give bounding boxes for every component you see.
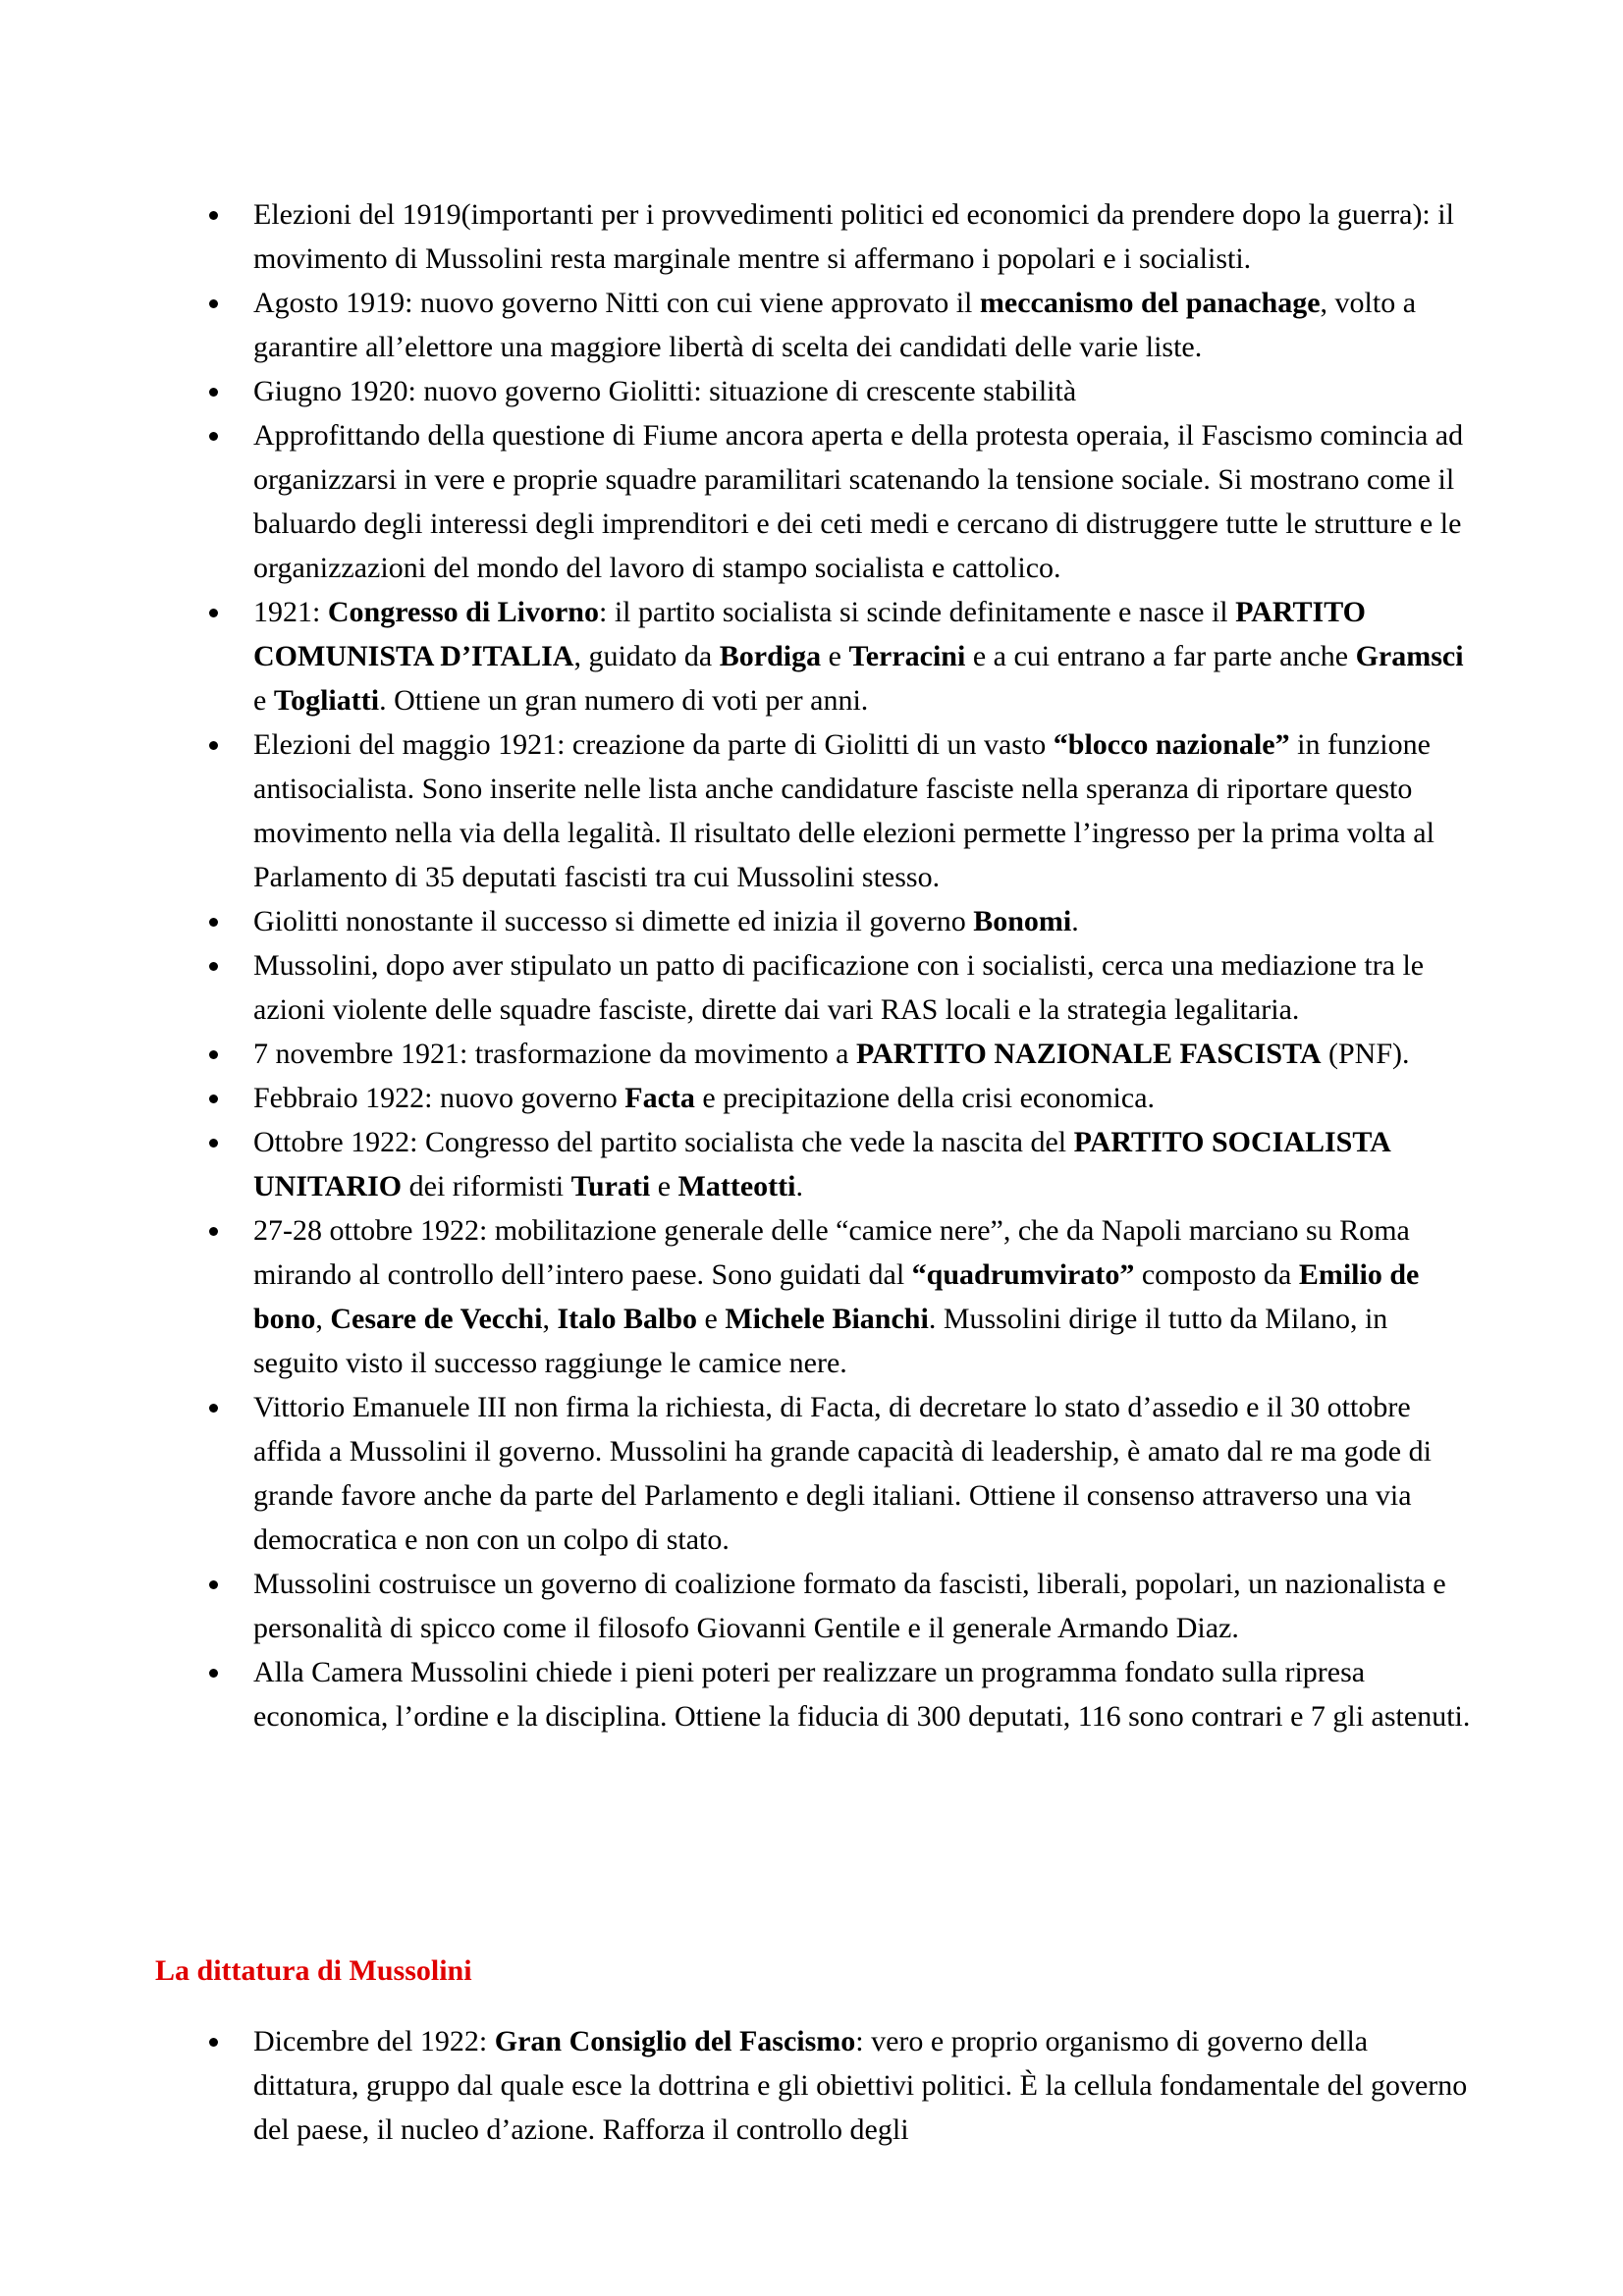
bold-term: Cesare de Vecchi	[330, 1303, 543, 1335]
text-run: Giolitti nonostante il successo si dimette ed inizia il governo	[253, 905, 974, 937]
list-item-text	[253, 1120, 1471, 1208]
list-item	[253, 899, 1471, 943]
bullet-icon	[209, 299, 218, 308]
text-run: Agosto 1919: nuovo governo Nitti con cui viene approvato il	[253, 287, 980, 319]
text-run: e	[821, 640, 849, 672]
text-run: e precipitazione della crisi economica.	[694, 1082, 1156, 1114]
list-item-text	[253, 899, 1471, 943]
list-item-text	[253, 943, 1471, 1032]
text-run: Febbraio 1922: nuovo governo	[253, 1082, 625, 1114]
text-run: e a cui entrano a far parte anche	[965, 640, 1356, 672]
text-run: Dicembre del 1922:	[253, 2025, 495, 2057]
bullet-icon	[209, 1404, 218, 1413]
bullet-icon	[209, 1095, 218, 1103]
text-run: : vero e proprio organismo di governo della dittatura, gruppo dal quale esce la dottrina e gli obiettivi politici. È la cellula fondamentale del governo del paese, il nucleo d’azione. Rafforza il controllo degli	[253, 2025, 1468, 2146]
text-run: Elezioni del maggio 1921: creazione da parte di Giolitti di un vasto	[253, 728, 1054, 761]
text-run: 1921:	[253, 596, 328, 628]
bullet-list-dictatorship	[253, 2019, 1471, 2152]
text-run: Vittorio Emanuele III non firma la richiesta, di Facta, di decretare lo stato d’assedio e il 30 ottobre affida a Mussolini il governo. Mussolini ha grande capacità di leadership, è amato dal re ma gode di grande favore anche da parte del Parlamento e degli italiani. Ottiene il consenso attraverso una via democratica e non con un colpo di stato.	[253, 1391, 1432, 1556]
list-item-text	[253, 192, 1471, 281]
bullet-icon	[209, 1139, 218, 1148]
list-item-text	[253, 369, 1471, 413]
list-item	[253, 1650, 1471, 1738]
text-run: . Ottiene un gran numero di voti per anni.	[379, 684, 869, 717]
list-item-text	[253, 1562, 1471, 1650]
bold-term: “quadrumvirato”	[911, 1258, 1135, 1291]
text-run: ,	[542, 1303, 558, 1335]
bold-term: Facta	[624, 1082, 695, 1114]
bold-term: Congresso di Livorno	[327, 596, 599, 628]
text-run: Approfittando della questione di Fiume ancora aperta e della protesta operaia, il Fascismo comincia ad organizzarsi in vere e proprie squadre paramilitari scatenando la tensione sociale. Si mostrano come il baluardo degli interessi degli imprenditori e dei ceti medi e cercano di distruggere tutte le strutture e le organizzazioni del mondo del lavoro di stampo socialista e cattolico.	[253, 419, 1464, 584]
bullet-icon	[209, 609, 218, 617]
bullet-icon	[209, 211, 218, 220]
bold-term: “blocco nazionale”	[1053, 728, 1290, 761]
list-item-text	[253, 1385, 1471, 1562]
bullet-icon	[209, 388, 218, 397]
bold-term: Michele Bianchi	[725, 1303, 929, 1335]
text-run: .	[795, 1170, 803, 1202]
bold-term: Emilio de bono	[253, 1258, 1420, 1335]
bullet-icon	[209, 962, 218, 971]
list-item-text	[253, 1208, 1471, 1385]
list-item-text	[253, 413, 1471, 590]
list-item	[253, 281, 1471, 369]
list-item	[253, 413, 1471, 590]
text-run: (PNF).	[1321, 1038, 1410, 1070]
list-item	[253, 2019, 1471, 2152]
bold-term: Terracini	[848, 640, 966, 672]
list-item	[253, 192, 1471, 281]
text-run: in funzione antisocialista. Sono inserite nelle lista anche candidature fasciste nella speranza di riportare questo movimento nella via della legalità. Il risultato delle elezioni permette l’ingresso per la prima volta al Parlamento di 35 deputati fascisti tra cui Mussolini stesso.	[253, 728, 1434, 893]
list-item	[253, 1208, 1471, 1385]
bold-term: Bordiga	[719, 640, 822, 672]
text-run: Alla Camera Mussolini chiede i pieni poteri per realizzare un programma fondato sulla ripresa economica, l’ordine e la disciplina. Ottiene la fiducia di 300 deputati, 116 sono contrari e 7 gli astenuti.	[253, 1656, 1471, 1733]
list-item	[253, 590, 1471, 722]
list-item-text	[253, 1650, 1471, 1738]
bold-term: Gramsci	[1355, 640, 1464, 672]
bullet-icon	[209, 1580, 218, 1589]
list-item	[253, 1076, 1471, 1120]
text-run: Giugno 1920: nuovo governo Giolitti: situazione di crescente stabilità	[253, 375, 1077, 407]
bullet-list-fascism-rise	[253, 192, 1471, 1738]
bullet-icon	[209, 1050, 218, 1059]
text-run: 27-28 ottobre 1922: mobilitazione generale delle “camice nere”, che da Napoli marciano su Roma mirando al controllo dell’intero paese. Sono guidati dal	[253, 1214, 1410, 1291]
bold-term: PARTITO COMUNISTA D’ITALIA	[253, 596, 1367, 672]
bullet-icon	[209, 741, 218, 750]
text-run: 7 novembre 1921: trasformazione da movimento a	[253, 1038, 856, 1070]
text-run: . Mussolini dirige il tutto da Milano, in seguito visto il successo raggiunge le camice nere.	[253, 1303, 1388, 1379]
bold-term: Togliatti	[273, 684, 380, 717]
list-item	[253, 1385, 1471, 1562]
bold-term: Matteotti	[677, 1170, 796, 1202]
list-item-text	[253, 281, 1471, 369]
list-item-text	[253, 2019, 1471, 2152]
text-run: .	[1071, 905, 1079, 937]
text-run: e	[253, 684, 274, 717]
bold-term: Bonomi	[973, 905, 1072, 937]
text-run: Elezioni del 1919(importanti per i provvedimenti politici ed economici da prendere dopo la guerra): il movimento di Mussolini resta marginale mentre si affermano i popolari e i socialisti.	[253, 198, 1454, 275]
text-run: , volto a garantire all’elettore una maggiore libertà di scelta dei candidati delle varie liste.	[253, 287, 1417, 363]
list-item-text	[253, 590, 1471, 722]
list-item-text	[253, 1076, 1471, 1120]
text-run: , guidato da	[573, 640, 720, 672]
bullet-icon	[209, 1227, 218, 1236]
bullet-icon	[209, 1669, 218, 1678]
text-run: Mussolini, dopo aver stipulato un patto di pacificazione con i socialisti, cerca una mediazione tra le azioni violente delle squadre fasciste, dirette dai vari RAS locali e la strategia legalitaria.	[253, 949, 1425, 1026]
bold-term: PARTITO NAZIONALE FASCISTA	[856, 1038, 1322, 1070]
list-item	[253, 1032, 1471, 1076]
list-item	[253, 722, 1471, 899]
bold-term: PARTITO SOCIALISTA UNITARIO	[253, 1126, 1390, 1202]
bullet-icon	[209, 2038, 218, 2047]
list-item-text	[253, 722, 1471, 899]
bold-term: meccanismo del panachage	[979, 287, 1321, 319]
text-run: : il partito socialista si scinde definitamente e nasce il	[599, 596, 1236, 628]
text-run: Ottobre 1922: Congresso del partito socialista che vede la nascita del	[253, 1126, 1074, 1158]
text-run: Mussolini costruisce un governo di coalizione formato da fascisti, liberali, popolari, un nazionalista e personalità di spicco come il filosofo Giovanni Gentile e il generale Armando Diaz.	[253, 1568, 1446, 1644]
text-run: e	[650, 1170, 678, 1202]
list-item	[253, 1120, 1471, 1208]
bullet-icon	[209, 918, 218, 927]
list-item	[253, 1562, 1471, 1650]
list-item-text	[253, 1032, 1471, 1076]
text-run: dei riformisti	[402, 1170, 571, 1202]
bold-term: Turati	[570, 1170, 651, 1202]
list-item	[253, 369, 1471, 413]
bold-term: Italo Balbo	[557, 1303, 697, 1335]
bullet-icon	[209, 432, 218, 441]
text-run: e	[697, 1303, 726, 1335]
section-heading: La dittatura di Mussolini	[155, 1954, 472, 1987]
list-item	[253, 943, 1471, 1032]
bold-term: Gran Consiglio del Fascismo	[494, 2025, 856, 2057]
text-run: ,	[315, 1303, 331, 1335]
text-run: composto da	[1134, 1258, 1299, 1291]
